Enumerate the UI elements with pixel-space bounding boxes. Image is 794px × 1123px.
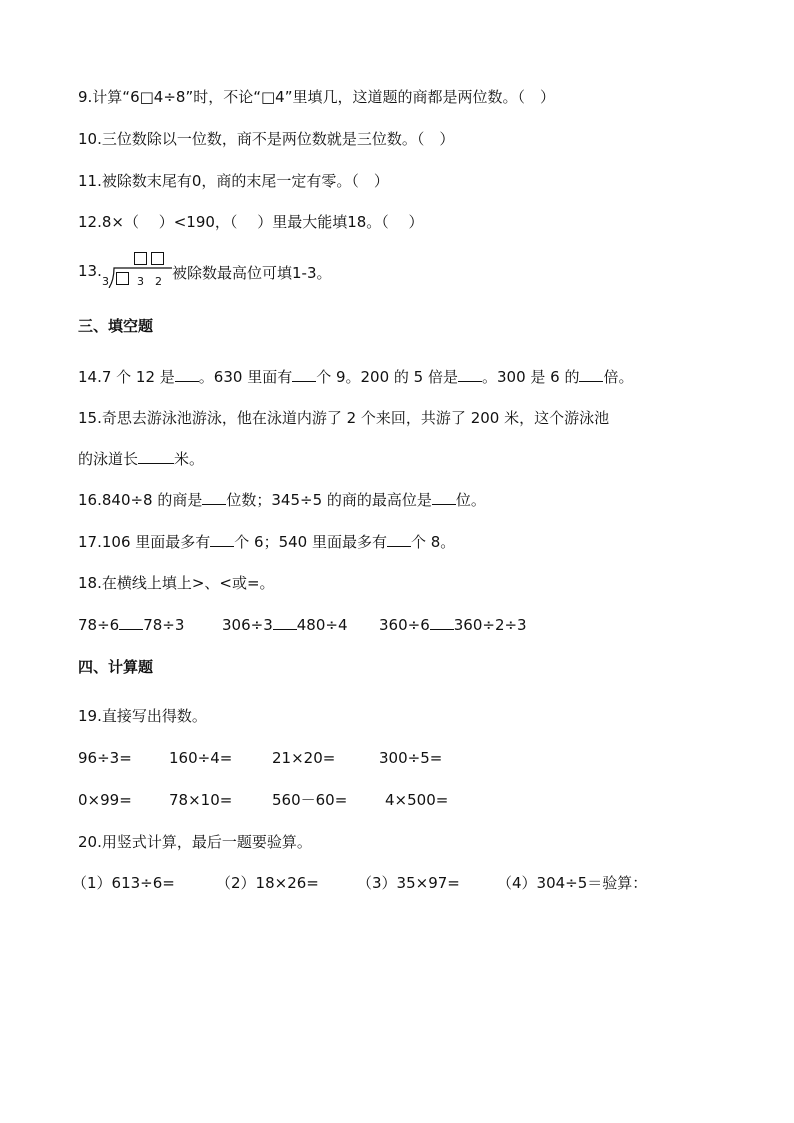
blank: [430, 615, 454, 630]
q14-text-4: 。300 是 6 的: [482, 368, 580, 386]
question-13-text: 被除数最高位可填1-3。: [172, 264, 332, 282]
question-12: 12.8×（ ）<190，（ ）里最大能填18。（ ）: [78, 213, 424, 231]
q14-text-2: 。630 里面有: [198, 368, 293, 386]
q16-text-2: 位数；345÷5 的商的最高位是: [226, 491, 432, 509]
dividend-box: [116, 272, 129, 285]
blank: [210, 532, 234, 547]
question-14: [78, 367, 634, 387]
q19-item: 4×500=: [385, 791, 449, 809]
q16-text-3: 位。: [455, 491, 486, 509]
q14-text-3: 个 9。200 的 5 倍是: [316, 368, 458, 386]
blank: [292, 367, 316, 382]
blank: [387, 532, 411, 547]
compare-right: 480÷4: [296, 616, 348, 634]
question-16: [78, 490, 486, 510]
question-13: [78, 248, 398, 288]
compare-right: 360÷2÷3: [453, 616, 527, 634]
question-19: 19.直接写出得数。: [78, 707, 207, 725]
q19-item: 21×20=: [272, 749, 336, 767]
compare-left: 78÷6: [78, 616, 120, 634]
q17-text-3: 个 8。: [410, 533, 456, 551]
blank: [432, 490, 456, 505]
compare-left: 360÷6: [379, 616, 430, 634]
compare-left: 306÷3: [222, 616, 273, 634]
q20-item-1: （1）613÷6=: [72, 874, 175, 892]
blank: [175, 367, 199, 382]
q18-compare-3: [379, 615, 527, 635]
blank: [138, 449, 174, 464]
dividend-digit-2: 2: [155, 275, 162, 288]
blank: [273, 615, 297, 630]
q15-text-1: 的泳道长: [78, 450, 139, 468]
q20-item-4: （4）304÷5＝验算：: [497, 874, 648, 892]
section-heading-fill: 三、填空题: [78, 317, 154, 335]
question-13-number: 13.: [78, 262, 102, 280]
q19-item: 300÷5=: [379, 749, 443, 767]
question-15-line-2: [78, 449, 204, 469]
q19-item: 160÷4=: [169, 749, 233, 767]
blank: [458, 367, 482, 382]
question-17: [78, 532, 455, 552]
divisor: 3: [102, 275, 109, 288]
question-11: 11.被除数末尾有0，商的末尾一定有零。（ ）: [78, 172, 389, 190]
blank: [119, 615, 143, 630]
q19-item: 560－60=: [272, 791, 348, 809]
dividend-digit-1: 3: [137, 275, 144, 288]
question-18: 18.在横线上填上>、<或=。: [78, 574, 275, 592]
q20-item-3: （3）35×97=: [357, 874, 460, 892]
q19-item: 78×10=: [169, 791, 233, 809]
question-20: 20.用竖式计算，最后一题要验算。: [78, 833, 312, 851]
q20-item-2: （2）18×26=: [216, 874, 319, 892]
section-heading-calc: 四、计算题: [78, 658, 154, 676]
q18-compare-1: [78, 615, 184, 635]
q14-text-5: 倍。: [603, 368, 634, 386]
compare-right: 78÷3: [143, 616, 185, 634]
q14-text-1: 14.7 个 12 是: [78, 368, 175, 386]
q17-text-1: 17.106 里面最多有: [78, 533, 211, 551]
q19-item: 96÷3=: [78, 749, 132, 767]
question-10: 10.三位数除以一位数，商不是两位数就是三位数。（ ）: [78, 130, 455, 148]
q18-compare-2: [222, 615, 348, 635]
q16-text-1: 16.840÷8 的商是: [78, 491, 203, 509]
question-15-line-1: 15.奇思去游泳池游泳，他在泳道内游了 2 个来回，共游了 200 米，这个游泳池: [78, 409, 610, 427]
q17-text-2: 个 6；540 里面最多有: [234, 533, 387, 551]
blank: [202, 490, 226, 505]
q15-text-2: 米。: [174, 450, 205, 468]
question-9: 9.计算“6□4÷8”时，不论“□4”里填几，这道题的商都是两位数。（ ）: [78, 88, 555, 106]
q19-item: 0×99=: [78, 791, 132, 809]
blank: [579, 367, 603, 382]
